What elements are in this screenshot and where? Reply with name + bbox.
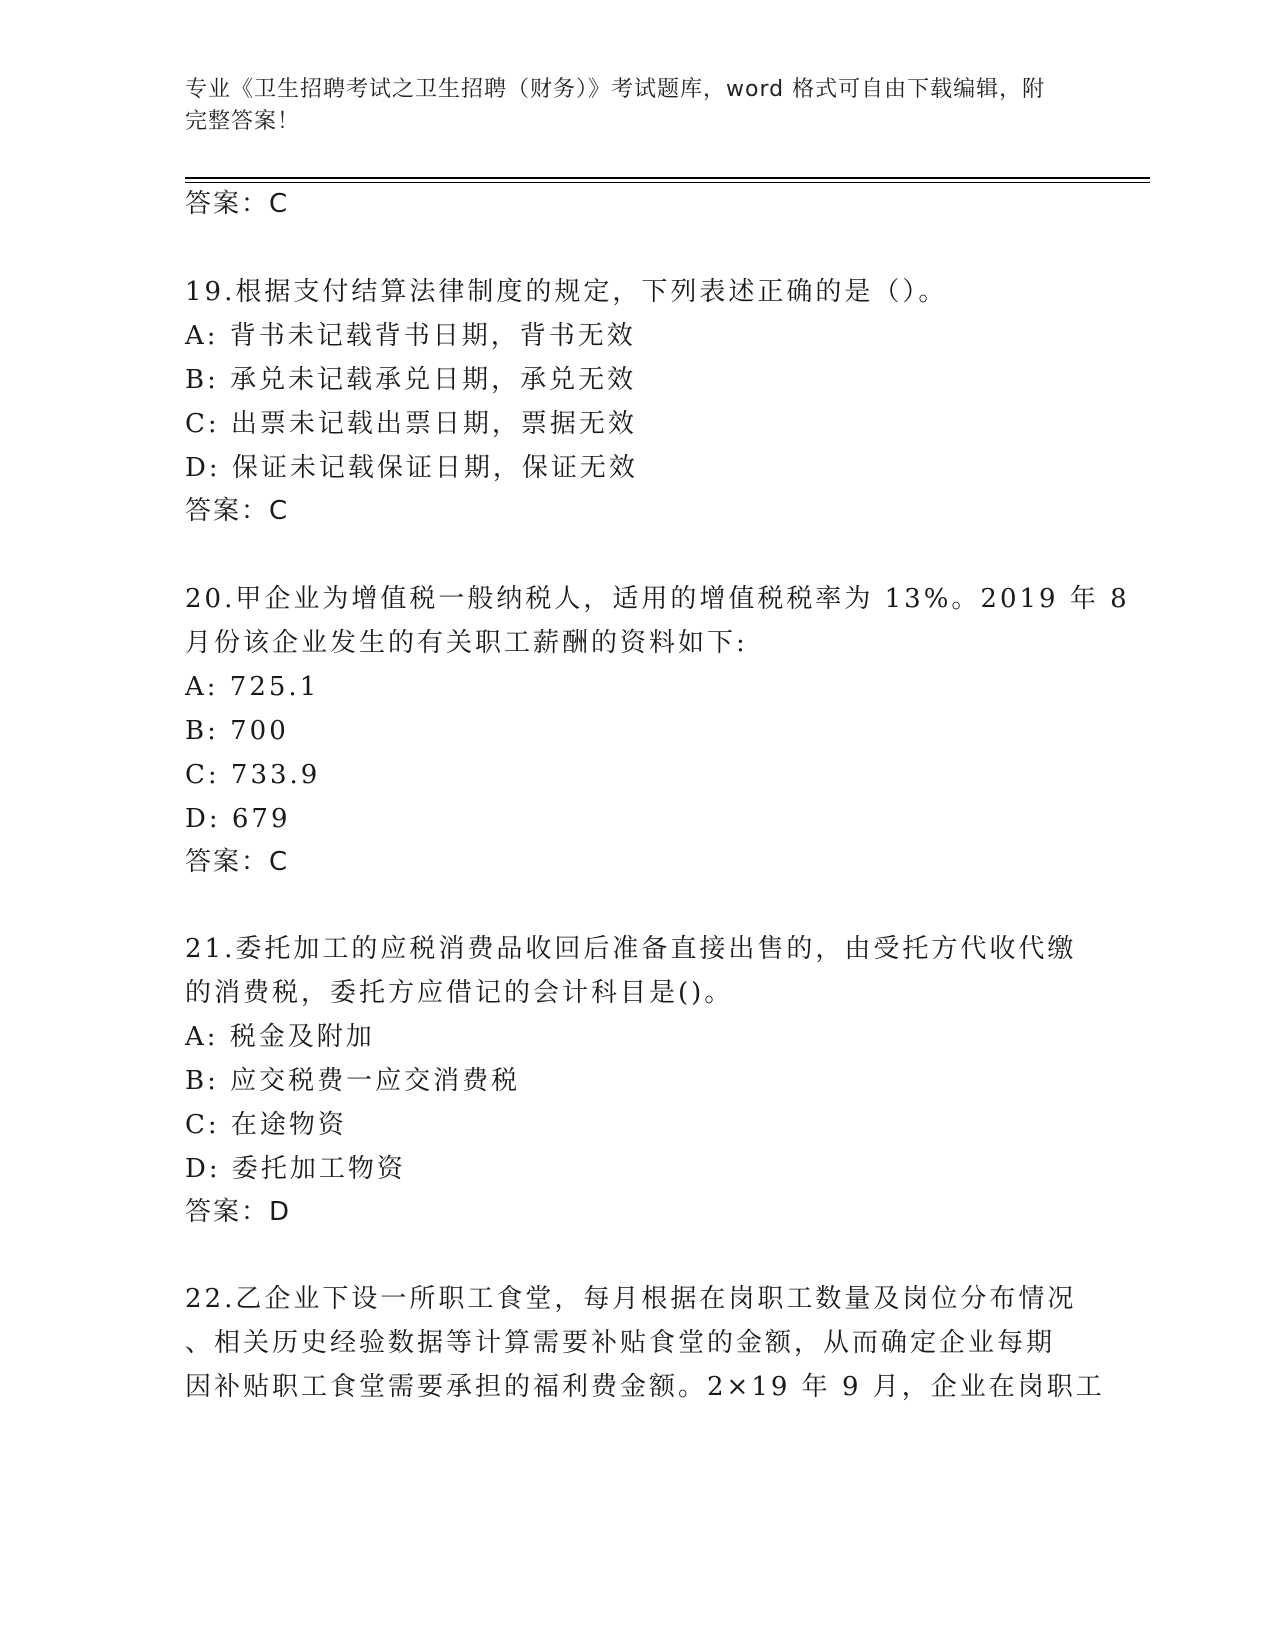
question-20-option-b: B: 700 xyxy=(185,716,289,746)
answer-q20: 答案：C xyxy=(185,847,290,877)
question-20-option-a: A: 725.1 xyxy=(185,672,320,702)
question-20-text-line1: 20.甲企业为增值税一般纳税人，适用的增值税税率为 13%。2019 年 8 xyxy=(185,584,1130,614)
question-22-text-line2: 、相关历史经验数据等计算需要补贴食堂的金额，从而确定企业每期 xyxy=(185,1328,1056,1358)
question-19-text: 19.根据支付结算法律制度的规定，下列表述正确的是（）。 xyxy=(185,277,948,307)
header-divider-thick xyxy=(185,177,1150,179)
answer-q21: 答案：D xyxy=(185,1197,292,1227)
question-19-option-d: D: 保证未记载保证日期，保证无效 xyxy=(185,453,638,483)
question-22-text-line1: 22.乙企业下设一所职工食堂，每月根据在岗职工数量及岗位分布情况 xyxy=(185,1284,1077,1314)
question-21-option-d: D: 委托加工物资 xyxy=(185,1154,406,1184)
question-21-text-line1: 21.委托加工的应税消费品收回后准备直接出售的，由受托方代收代缴 xyxy=(185,934,1077,964)
question-21-option-c: C: 在途物资 xyxy=(185,1110,347,1140)
question-19-option-c: C: 出票未记载出票日期，票据无效 xyxy=(185,409,637,439)
question-21-option-a: A: 税金及附加 xyxy=(185,1022,375,1052)
question-20-text-line2: 月份该企业发生的有关职工薪酬的资料如下: xyxy=(185,628,748,658)
question-22-text-line3: 因补贴职工食堂需要承担的福利费金额。2×19 年 9 月，企业在岗职工 xyxy=(185,1372,1105,1402)
question-19-option-b: B: 承兑未记载承兑日期，承兑无效 xyxy=(185,365,637,395)
question-21-option-b: B: 应交税费一应交消费税 xyxy=(185,1066,521,1096)
question-20-option-d: D: 679 xyxy=(185,804,291,834)
question-21-text-line2: 的消费税，委托方应借记的会计科目是()。 xyxy=(185,978,734,1008)
answer-q18: 答案：C xyxy=(185,189,290,219)
header-divider-thin xyxy=(185,182,1150,183)
answer-q19: 答案：C xyxy=(185,496,290,526)
question-20-option-c: C: 733.9 xyxy=(185,760,321,790)
question-19-option-a: A: 背书未记载背书日期，背书无效 xyxy=(185,321,636,351)
document-header: 专业《卫生招聘考试之卫生招聘（财务）》考试题库，word 格式可自由下载编辑，附完整答案！ xyxy=(185,77,1046,134)
